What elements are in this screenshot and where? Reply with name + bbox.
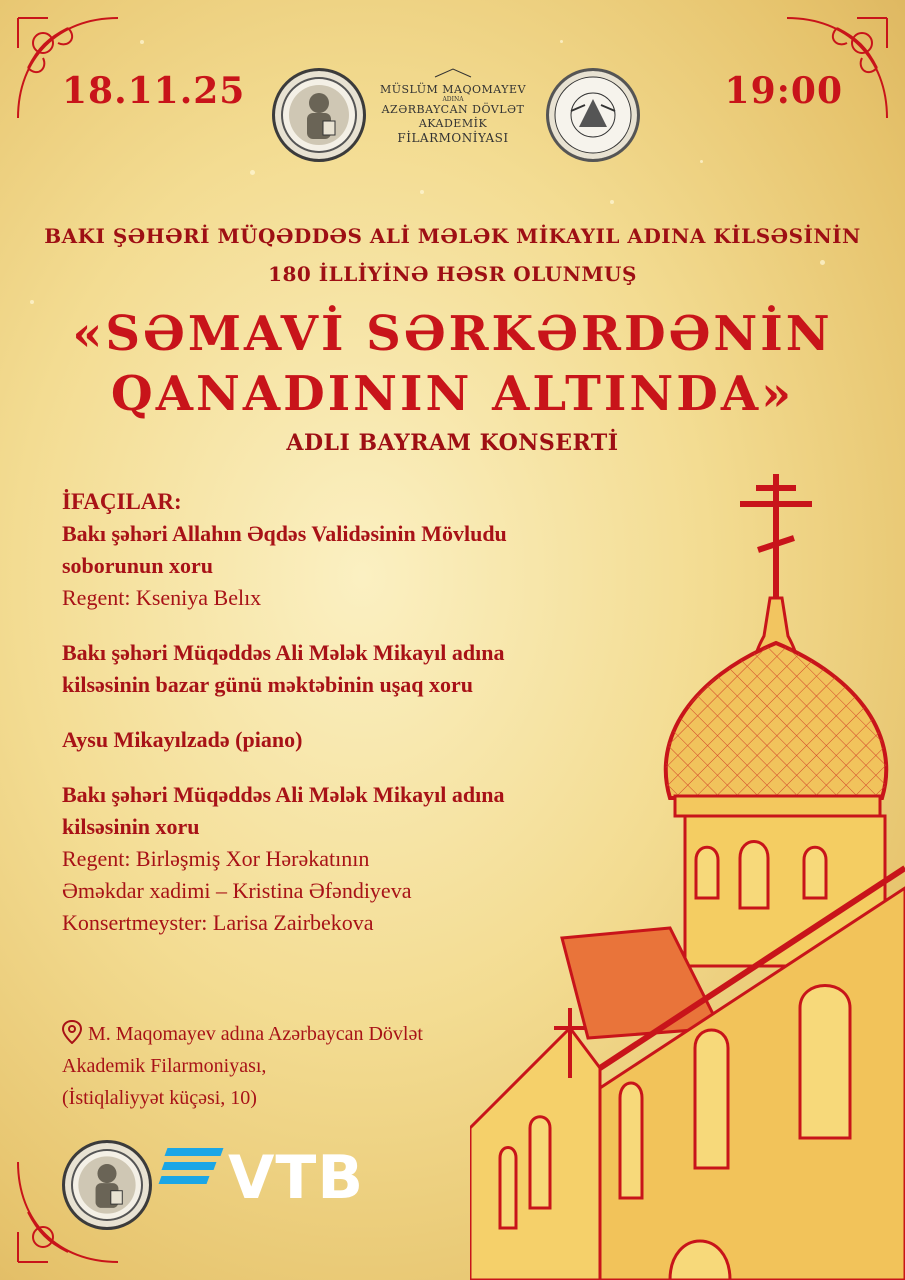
philharmonic-line5: FİLARMONİYASI: [397, 131, 509, 145]
vtb-stripes-icon: [160, 1148, 222, 1192]
saint-medallion-logo-bottom: [62, 1140, 152, 1230]
performer-1-name-line2: soborunun xoru: [62, 553, 214, 578]
philharmonic-logo: [378, 64, 528, 145]
sparkle: [250, 170, 255, 175]
performers-heading: İFAÇILAR:: [62, 489, 182, 514]
philharmonic-line3: AZƏRBAYCAN DÖVLƏT: [381, 103, 525, 116]
location-pin-icon: [62, 1020, 82, 1044]
concert-title-line2: QANADININ ALTINDA»: [110, 366, 795, 422]
venue-line3: (İstiqlaliyyət küçəsi, 10): [62, 1087, 257, 1109]
philharmonic-line4: AKADEMİK: [418, 117, 488, 130]
crown-ornament-icon: [433, 67, 473, 79]
saint-medallion-logo: [272, 68, 366, 162]
performer-4-name-line2: kilsəsinin xoru: [62, 814, 200, 839]
performers-section: [62, 486, 682, 939]
performer-3-name: Aysu Mikayılzadə (piano): [62, 727, 303, 752]
vtb-wordmark: VTB: [228, 1143, 365, 1213]
philharmonic-line1: MÜSLÜM MAQOMAYEV: [379, 83, 527, 96]
vtb-sponsor-logo: [160, 1143, 380, 1216]
performer-4-accompanist: Konsertmeyster: Larisa Zairbekova: [62, 910, 374, 935]
sparkle: [420, 190, 424, 194]
concert-subtitle: ADLI BAYRAM KONSERTİ: [286, 430, 619, 456]
performer-2-name-line1: Bakı şəhəri Müqəddəs Ali Mələk Mikayıl adına: [62, 640, 505, 665]
venue-line1: M. Maqomayev adına Azərbaycan Dövlət: [88, 1023, 423, 1045]
event-time: 19:00: [724, 70, 843, 112]
sparkle: [610, 200, 614, 204]
performer-4-regent-line1: Regent: Birləşmiş Xor Hərəkatının: [62, 846, 370, 871]
dedication-line: BAKI ŞƏHƏRİ MÜQƏDDƏS ALİ MƏLƏK MİKAYIL ADINA KİLSƏSİNİN: [44, 224, 861, 248]
venue-address: [62, 1018, 532, 1114]
performer-1-name-line1: Bakı şəhəri Allahın Əqdəs Validəsinin Mövludu: [62, 521, 507, 546]
performer-4-regent-line2: Əməkdar xadimi – Kristina Əfəndiyeva: [62, 878, 412, 903]
philharmonic-line2: ADINA: [442, 96, 464, 103]
church-seal-logo: [546, 68, 640, 162]
sparkle: [140, 40, 144, 44]
sparkle: [30, 300, 34, 304]
performer-4-name-line1: Bakı şəhəri Müqəddəs Ali Mələk Mikayıl adına: [62, 782, 505, 807]
venue-line2: Akademik Filarmoniyası,: [62, 1055, 267, 1077]
performer-2-name-line2: kilsəsinin bazar günü məktəbinin uşaq xoru: [62, 672, 473, 697]
sparkle: [560, 40, 563, 43]
anniversary-line: 180 İLLİYİNƏ HƏSR OLUNMUŞ: [268, 262, 637, 286]
concert-title-line1: «SƏMAVİ SƏRKƏRDƏNİN: [72, 306, 833, 362]
performer-1-regent: Regent: Kseniya Belıx: [62, 585, 262, 610]
sparkle: [700, 160, 703, 163]
event-date: 18.11.25: [62, 70, 246, 112]
